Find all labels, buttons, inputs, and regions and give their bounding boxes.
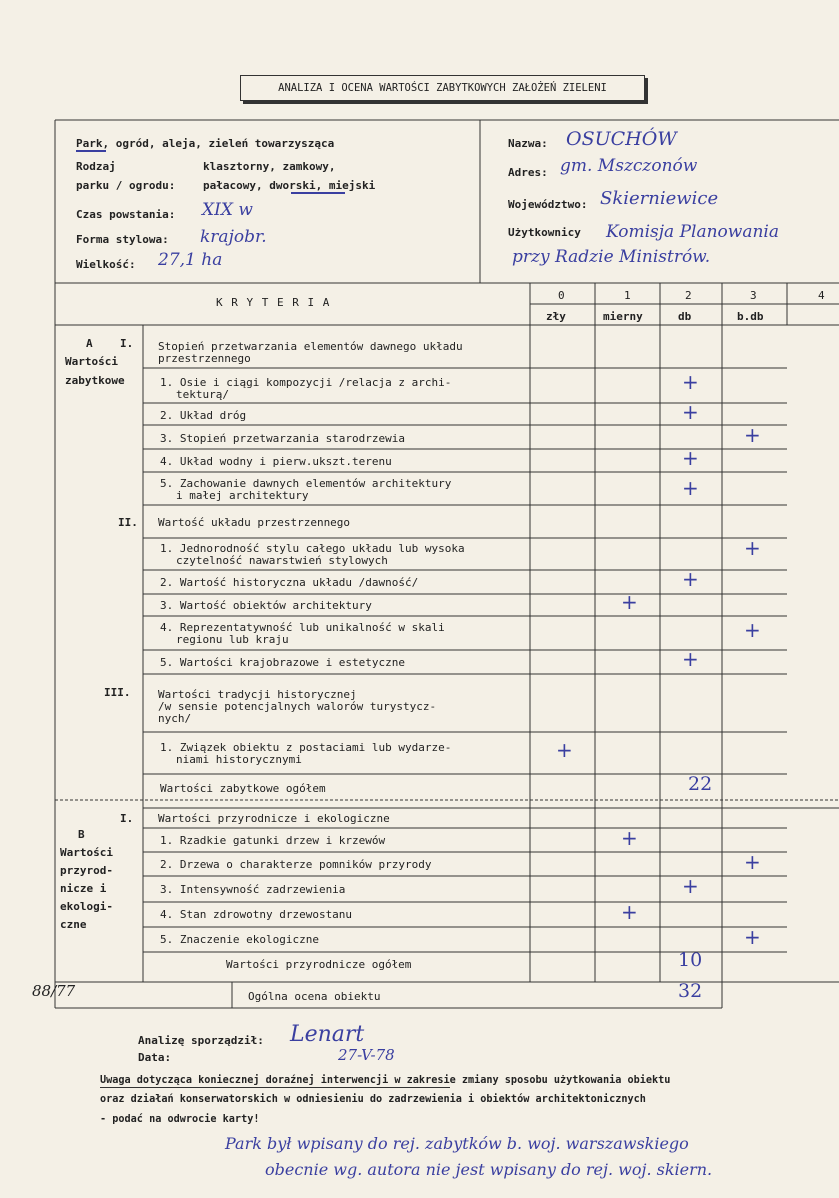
data-label: Data: — [138, 1051, 172, 1064]
section-a-total-value: 22 — [688, 773, 713, 795]
section-a-roman: I. — [120, 337, 134, 350]
section-a-heading-iii-2: /w sensie potencjalnych walorów turystycz- — [158, 700, 437, 713]
type-line: Park, ogród, aleja, zieleń towarzysząca — [76, 137, 335, 150]
plus-mark-icon: + — [744, 850, 761, 874]
handwritten-note-2: obecnie wg. autora nie jest wpisany do rej. woj. skiern. — [265, 1160, 713, 1179]
plus-mark-icon: + — [744, 925, 761, 949]
uzytkownicy-value-1: Komisja Planowania — [606, 222, 779, 242]
park-underline — [76, 150, 106, 152]
criterion-a1-1: 1. Osie i ciągi kompozycji /relacja z archi- — [160, 376, 452, 389]
handwritten-note-1: Park był wpisany do rej. zabytków b. woj. warszawskiego — [225, 1134, 689, 1153]
scale-label-bdb: b.db — [737, 310, 764, 323]
section-a-heading-1: Stopień przetwarzania elementów dawnego układu — [158, 340, 463, 353]
scale-num-4: 4 — [818, 289, 825, 302]
wojewodztwo-label: Województwo: — [508, 198, 588, 211]
scale-num-2: 2 — [685, 289, 692, 302]
scale-label-mierny: mierny — [603, 310, 643, 323]
criterion-a1-4: 4. Układ wodny i pierw.ukszt.terenu — [160, 455, 392, 468]
criterion-a2-5: 5. Wartości krajobrazowe i estetyczne — [160, 656, 406, 669]
criterion-a2-3: 3. Wartość obiektów architektury — [160, 599, 372, 612]
margin-note: 88/77 — [32, 982, 76, 1000]
scale-label-db: db — [678, 310, 692, 323]
nazwa-label: Nazwa: — [508, 137, 548, 150]
uwaga-line-1: Uwaga dotycząca koniecznej doraźnej interwencji w zakresie zmiany sposobu użytkowania obiektu — [100, 1075, 671, 1086]
form-title: ANALIZA I OCENA WARTOŚCI ZABYTKOWYCH ZAŁOŻEŃ ZIELENI — [240, 75, 645, 101]
uwaga-line-2: oraz działań konserwatorskich w odniesieniu do zadrzewienia i obiektów architektonicznych — [100, 1094, 646, 1105]
forma-value: krajobr. — [200, 227, 267, 247]
criterion-b-2: 2. Drzewa o charakterze pomników przyrody — [160, 858, 432, 871]
plus-mark-icon: + — [744, 423, 761, 447]
signature: Lenart — [290, 1022, 365, 1047]
criterion-a2-4: 4. Reprezentatywność lub unikalność w skali — [160, 621, 445, 634]
section-a-roman-3: III. — [104, 686, 131, 699]
plus-mark-icon: + — [682, 874, 699, 898]
parku-label: parku / ogrodu: — [76, 179, 176, 192]
section-b-roman: I. — [120, 812, 134, 825]
section-b-side-1: Wartości — [60, 846, 113, 859]
analiza-label: Analizę sporządził: — [138, 1034, 264, 1047]
plus-mark-icon: + — [682, 476, 699, 500]
criterion-a1-3: 3. Stopień przetwarzania starodrzewia — [160, 432, 406, 445]
uzytkownicy-value-2: przy Radzie Ministrów. — [512, 247, 711, 267]
section-b-total-value: 10 — [678, 949, 703, 971]
section-a-heading-iii-3: nych/ — [158, 712, 192, 725]
scale-num-3: 3 — [750, 289, 757, 302]
section-b-heading: Wartości przyrodnicze i ekologiczne — [158, 812, 390, 825]
criterion-a1-5-cont: i małej architektury — [176, 489, 309, 502]
section-a-heading-ii: Wartość układu przestrzennego — [158, 516, 351, 529]
uzytkownicy-label: Użytkownicy — [508, 226, 581, 239]
section-b-total-label: Wartości przyrodnicze ogółem — [226, 958, 412, 971]
plus-mark-icon: + — [621, 900, 638, 924]
kryteria-heading: K R Y T E R I A — [216, 296, 331, 309]
plus-mark-icon: + — [744, 618, 761, 642]
overall-label: Ogólna ocena obiektu — [248, 990, 381, 1003]
rodzaj-label: Rodzaj — [76, 160, 116, 173]
section-a-side-2: zabytkowe — [65, 374, 125, 387]
criterion-b-5: 5. Znaczenie ekologiczne — [160, 933, 319, 946]
section-a-total-label: Wartości zabytkowe ogółem — [160, 782, 326, 795]
czas-value: XIX w — [202, 200, 253, 220]
criterion-b-4: 4. Stan zdrowotny drzewostanu — [160, 908, 353, 921]
plus-mark-icon: + — [682, 446, 699, 470]
section-a-heading-iii-1: Wartości tradycji historycznej — [158, 688, 357, 701]
plus-mark-icon: + — [556, 738, 573, 762]
section-a-heading-2: przestrzennego — [158, 352, 251, 365]
section-a-side-1: Wartości — [65, 355, 118, 368]
plus-mark-icon: + — [682, 370, 699, 394]
criterion-b-3: 3. Intensywność zadrzewienia — [160, 883, 346, 896]
criterion-a1-2: 2. Układ dróg — [160, 409, 247, 422]
section-b-side-2: przyrod- — [60, 864, 113, 877]
uwaga-line-3: - podać na odwrocie karty! — [100, 1114, 260, 1125]
criterion-a1-1-cont: tekturą/ — [176, 388, 229, 401]
criterion-a3-1: 1. Związek obiektu z postaciami lub wydarze- — [160, 741, 452, 754]
czas-label: Czas powstania: — [76, 208, 176, 221]
plus-mark-icon: + — [682, 400, 699, 424]
scale-num-0: 0 — [558, 289, 565, 302]
section-b-side-3: nicze i — [60, 882, 107, 895]
adres-value: gm. Mszczonów — [560, 156, 698, 176]
plus-mark-icon: + — [621, 826, 638, 850]
section-a-roman-2: II. — [118, 516, 138, 529]
date-value: 27-V-78 — [338, 1046, 395, 1064]
wielkosc-value: 27,1 ha — [158, 250, 223, 270]
criterion-a2-1: 1. Jednorodność stylu całego układu lub wysoka — [160, 542, 465, 555]
dworski-underline — [291, 192, 345, 194]
section-b-side-4: ekologi- — [60, 900, 113, 913]
rodzaj-options-2: pałacowy, dworski, miejski — [203, 179, 376, 192]
criterion-a2-1-cont: czytelność nawarstwień stylowych — [176, 554, 388, 567]
plus-mark-icon: + — [744, 536, 761, 560]
overall-value: 32 — [678, 980, 703, 1002]
rodzaj-options-1: klasztorny, zamkowy, — [203, 160, 336, 173]
criterion-a1-5: 5. Zachowanie dawnych elementów architektury — [160, 477, 452, 490]
plus-mark-icon: + — [621, 590, 638, 614]
scale-num-1: 1 — [624, 289, 631, 302]
criterion-a3-1-cont: niami historycznymi — [176, 753, 302, 766]
uwaga-underline — [100, 1087, 450, 1088]
plus-mark-icon: + — [682, 567, 699, 591]
nazwa-value: OSUCHÓW — [566, 128, 677, 150]
scale-label-zly: zły — [546, 310, 566, 323]
section-b-side-5: czne — [60, 918, 87, 931]
wojewodztwo-value: Skierniewice — [600, 188, 719, 209]
plus-mark-icon: + — [682, 647, 699, 671]
criterion-a2-4-cont: regionu lub kraju — [176, 633, 289, 646]
criterion-a2-2: 2. Wartość historyczna układu /dawność/ — [160, 576, 419, 589]
section-b-letter: B — [78, 828, 85, 841]
adres-label: Adres: — [508, 166, 548, 179]
wielkosc-label: Wielkość: — [76, 258, 136, 271]
criterion-b-1: 1. Rzadkie gatunki drzew i krzewów — [160, 834, 386, 847]
section-a-letter: A — [86, 337, 93, 350]
forma-label: Forma stylowa: — [76, 233, 169, 246]
